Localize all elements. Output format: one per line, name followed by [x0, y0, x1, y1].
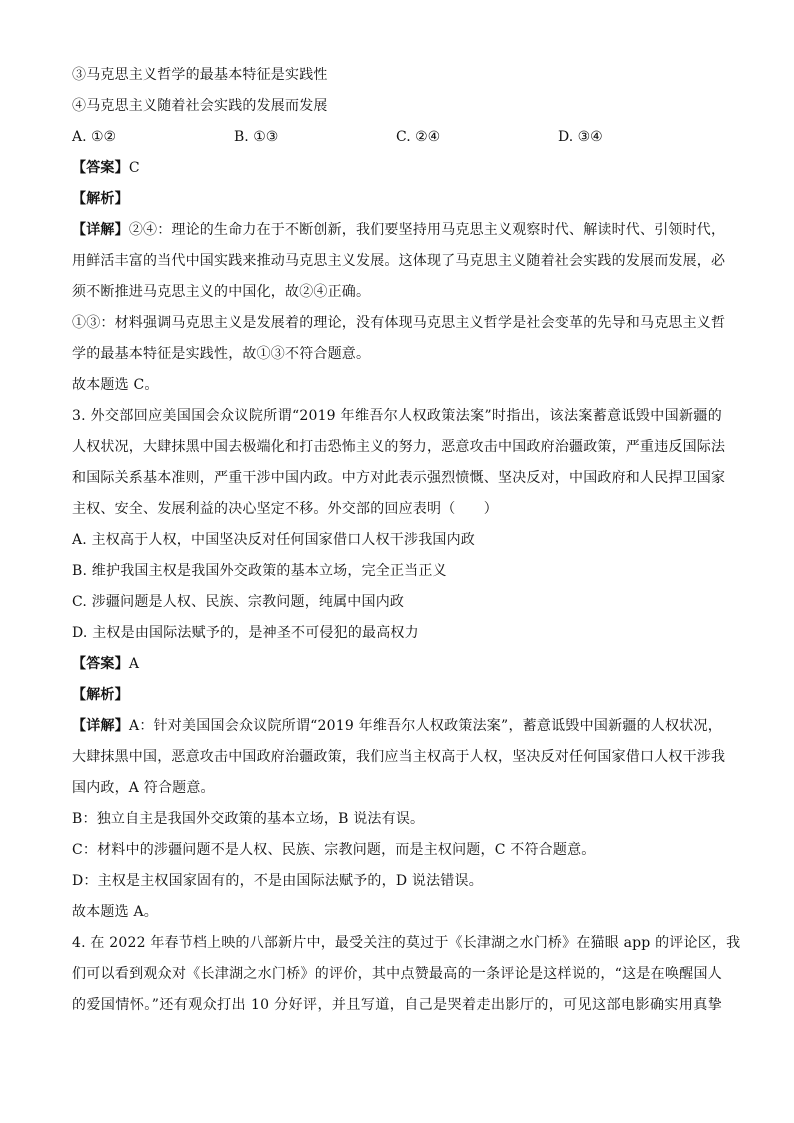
q3-stem-line-4: 主权、安全、发展利益的决心坚定不移。外交部的回应表明（ ） — [72, 501, 498, 517]
q4-stem-line-3: 的爱国情怀。”还有观众打出 10 分好评，并且写道，自己是哭着走出影厅的，可见这部电影确实用真挚 — [72, 997, 722, 1013]
q4-stem-line-2: 们可以看到观众对《长津湖之水门桥》的评价，其中点赞最高的一条评论是这样说的，“这是在唤醒国人 — [72, 966, 722, 982]
q3-option-c: C. 涉疆问题是人权、民族、宗教问题，纯属中国内政 — [72, 594, 405, 610]
q2-detail-line-1 — [72, 215, 726, 246]
q3-detail-text-1: A：针对美国国会众议院所谓“2019 年维吾尔人权政策法案”，蓄意诋毁中国新疆的人权状况， — [128, 718, 722, 734]
q2-answer-label: 【答案】 — [72, 160, 129, 176]
q2-answer-value: C — [128, 160, 140, 176]
q3-answer-value: A — [128, 656, 140, 672]
q3-stem-line-3: 和国际关系基本准则，严重干涉中国内政。中方对此表示强烈愤慨、坚决反对，中国政府和人民捍卫国家 — [72, 470, 726, 486]
q4-stem-line-1: 4. 在 2022 年春节档上映的八部新片中，最受关注的莫过于《长津湖之水门桥》在猫眼 app 的评论区，我 — [72, 935, 741, 951]
q3-detail-line-1 — [72, 711, 722, 742]
document-page — [72, 60, 741, 1021]
q3-detail-label: 【详解】 — [72, 718, 129, 734]
q2-statement-4: ④马克思主义随着社会实践的发展而发展 — [72, 98, 328, 114]
q2-option-a: A. ①② — [72, 129, 117, 145]
q3-analysis-label: 【解析】 — [72, 687, 129, 703]
q3-option-d: D. 主权是由国际法赋予的，是神圣不可侵犯的最高权力 — [72, 625, 419, 641]
q2-options — [72, 122, 722, 153]
q3-conclusion: 故本题选 A。 — [72, 904, 158, 920]
q3-detail-line-3: 国内政，A 符合题意。 — [72, 780, 215, 796]
q3-answer-label: 【答案】 — [72, 656, 129, 672]
q3-stem-line-2: 人权状况，大肆抹黑中国去极端化和打击恐怖主义的努力，恶意攻击中国政府治疆政策，严重违反国际法 — [72, 439, 726, 455]
q2-option-b: B. ①③ — [234, 129, 279, 145]
q3-option-a: A. 主权高于人权，中国坚决反对任何国家借口人权干涉我国内政 — [72, 532, 476, 548]
q3-detail-line-5: C：材料中的涉疆问题不是人权、民族、宗教问题，而是主权问题，C 不符合题意。 — [72, 842, 596, 858]
q2-option-c: C. ②④ — [396, 129, 441, 145]
q2-analysis-label: 【解析】 — [72, 191, 129, 207]
q3-detail-line-4: B：独立自主是我国外交政策的基本立场，B 说法有误。 — [72, 811, 425, 827]
q3-option-b: B. 维护我国主权是我国外交政策的基本立场，完全正当正义 — [72, 563, 447, 579]
q2-option-d: D. ③④ — [558, 129, 603, 145]
q2-statement-3: ③马克思主义哲学的最基本特征是实践性 — [72, 67, 328, 83]
q2-detail-text-1: ②④：理论的生命力在于不断创新，我们要坚持用马克思主义观察时代、解读时代、引领时代， — [128, 222, 726, 238]
q2-detail-line-3: 须不断推进马克思主义的中国化，故②④正确。 — [72, 284, 371, 300]
q3-detail-line-2: 大肆抹黑中国，恶意攻击中国政府治疆政策，我们应当主权高于人权，坚决反对任何国家借口人权干涉我 — [72, 749, 726, 765]
q2-detail-line-4: ①③：材料强调马克思主义是发展着的理论，没有体现马克思主义哲学是社会变革的先导和马克思主义哲 — [72, 315, 726, 331]
q3-stem-line-1: 3. 外交部回应美国国会众议院所谓“2019 年维吾尔人权政策法案”时指出，该法案蓄意诋毁中国新疆的 — [72, 408, 722, 424]
q2-answer — [72, 153, 722, 184]
q2-detail-line-5: 学的最基本特征是实践性，故①③不符合题意。 — [72, 346, 371, 362]
q2-detail-label: 【详解】 — [72, 222, 129, 238]
q2-conclusion: 故本题选 C。 — [72, 377, 159, 393]
q3-detail-line-6: D：主权是主权国家固有的，不是由国际法赋予的，D 说法错误。 — [72, 873, 483, 889]
q2-detail-line-2: 用鲜活丰富的当代中国实践来推动马克思主义发展。这体现了马克思主义随着社会实践的发展而发展，必 — [72, 253, 726, 269]
q3-answer — [72, 649, 722, 680]
